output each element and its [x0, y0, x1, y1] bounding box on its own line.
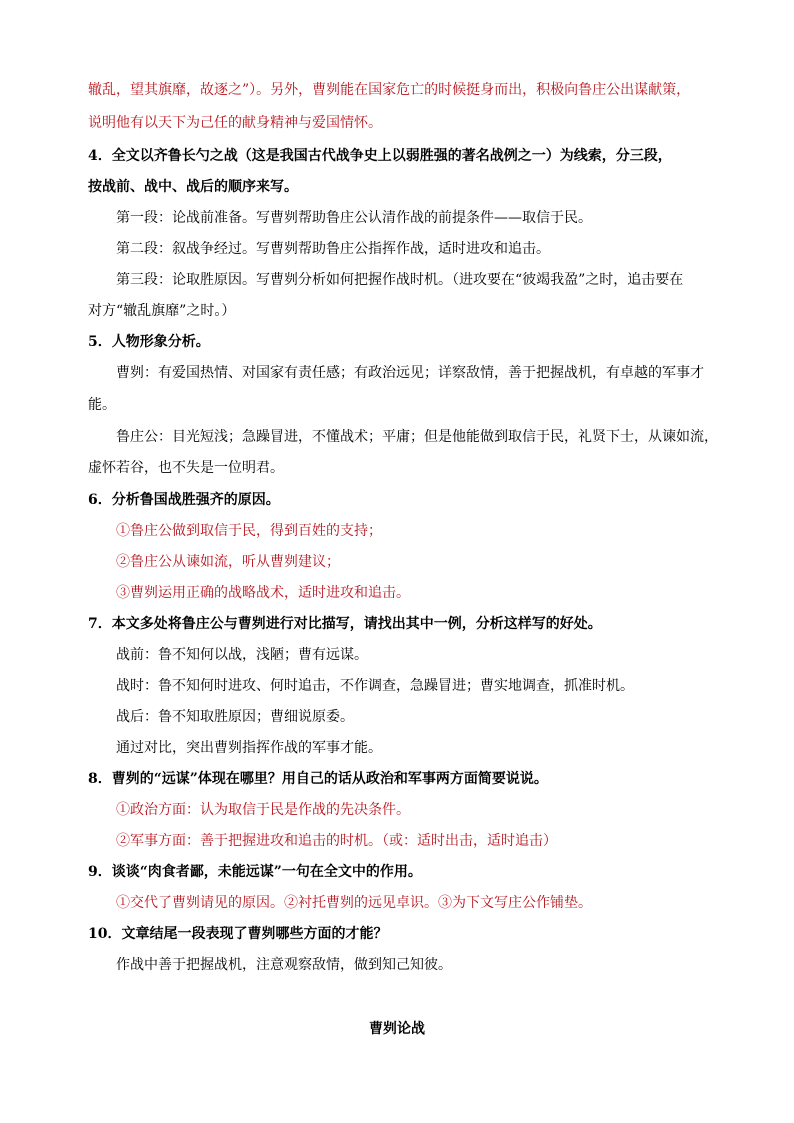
text-line: 作战中善于把握战机，注意观察敌情，做到知己知彼。 [116, 957, 452, 973]
text-line: 6．分析鲁国战胜强齐的原因。 [88, 492, 280, 508]
text-line: 虚怀若谷，也不失是一位明君。 [88, 460, 284, 476]
text-line: 曹刿：有爱国热情、对国家有责任感；有政治远见；详察敌情，善于把握战机，有卓越的军事才 [116, 365, 704, 381]
text-line: 战前：鲁不知何以战，浅陋；曹有远谋。 [116, 647, 368, 663]
text-line: 第三段：论取胜原因。写曹刿分析如何把握作战时机。（进攻要在“彼竭我盈”之时，追击要在 [116, 272, 684, 288]
text-line: 能。 [88, 397, 116, 413]
text-line: 战后：鲁不知取胜原因；曹细说原委。 [116, 709, 354, 725]
text-line: 8．曹刿的“远谋”体现在哪里？用自己的话从政治和军事两方面简要说说。 [88, 771, 548, 787]
text-line: 10．文章结尾一段表现了曹刿哪些方面的才能？ [88, 926, 388, 942]
section-title: 曹刿论战 [369, 1021, 425, 1037]
text-line: 战时：鲁不知何时进攻、何时追击，不作调查，急躁冒进；曹实地调查，抓准时机。 [116, 678, 634, 694]
text-line: ③曹刿运用正确的战略战术，适时进攻和追击。 [116, 585, 410, 601]
text-line: 对方“辙乱旗靡”之时。） [88, 303, 236, 319]
text-line: ①鲁庄公做到取信于民，得到百姓的支持； [116, 523, 382, 539]
text-line: ①交代了曹刿请见的原因。②衬托曹刿的远见卓识。③为下文写庄公作铺垫。 [116, 895, 592, 911]
text-line: 9．谈谈“肉食者鄙，未能远谋”一句在全文中的作用。 [88, 864, 422, 880]
text-line: ②军事方面：善于把握进攻和追击的时机。（或：适时出击，适时追击） [116, 833, 557, 849]
text-line: 4．全文以齐鲁长勺之战（这是我国古代战争史上以弱胜强的著名战例之一）为线索，分三段， [88, 148, 672, 164]
text-line: 辙乱，望其旗靡，故逐之”）。另外，曹刿能在国家危亡的时候挺身而出，积极向鲁庄公出谋献策， [88, 82, 691, 98]
text-line: ①政治方面：认为取信于民是作战的先决条件。 [116, 802, 410, 818]
text-line: 5．人物形象分析。 [88, 334, 210, 350]
text-line: 说明他有以天下为己任的献身精神与爱国情怀。 [88, 115, 382, 131]
text-line: 鲁庄公：目光短浅；急躁冒进，不懂战术；平庸；但是他能做到取信于民，礼贤下士，从谏如流， [116, 429, 718, 445]
text-line: 第二段：叙战争经过。写曹刿帮助鲁庄公指挥作战，适时进攻和追击。 [116, 241, 550, 257]
text-line: 按战前、战中、战后的顺序来写。 [88, 179, 298, 195]
text-line: ②鲁庄公从谏如流，听从曹刿建议； [116, 554, 340, 570]
text-line: 第一段：论战前准备。写曹刿帮助鲁庄公认清作战的前提条件——取信于民。 [116, 210, 592, 226]
text-line: 通过对比，突出曹刿指挥作战的军事才能。 [116, 740, 382, 756]
text-line: 7．本文多处将鲁庄公与曹刿进行对比描写，请找出其中一例，分析这样写的好处。 [88, 616, 602, 632]
